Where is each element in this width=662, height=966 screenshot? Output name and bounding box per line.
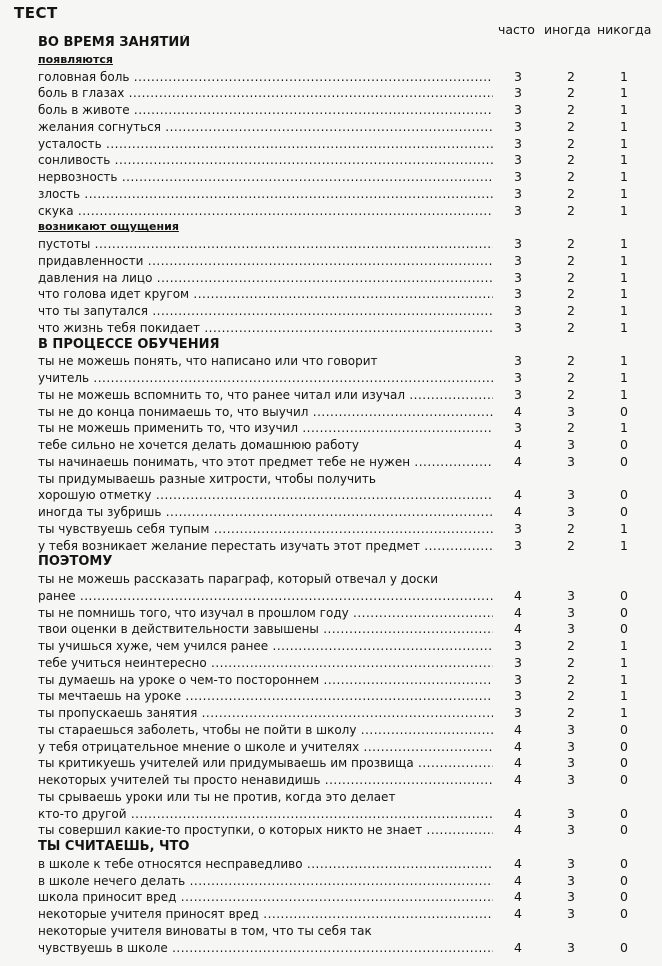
row-text: ты совершил какие-то проступки, о которых никто не знает .....	[38, 822, 493, 839]
row-text: возникают ощущения	[38, 220, 179, 234]
question-row	[0, 471, 662, 488]
row-text: скука .....	[38, 203, 493, 220]
score-often: 3	[514, 118, 522, 134]
score-often: 4	[514, 621, 522, 637]
score-often: 4	[514, 504, 522, 519]
question-row	[0, 638, 662, 655]
question-row	[0, 856, 662, 873]
score-never: 0	[620, 604, 628, 620]
row-text: ты думаешь на уроке о чем-то постороннем .....	[38, 672, 493, 689]
score-never: 1	[620, 319, 628, 335]
score-sometimes: 2	[567, 68, 575, 84]
questionnaire-list	[0, 35, 662, 956]
score-never: 1	[620, 654, 628, 670]
score-never: 1	[620, 386, 628, 402]
score-sometimes: 2	[567, 252, 575, 268]
question-row	[0, 353, 662, 370]
score-sometimes: 2	[567, 370, 575, 385]
subsection-heading	[0, 52, 662, 69]
row-text: что голова идет кругом .....	[38, 286, 493, 303]
row-text: учитель .....	[38, 370, 493, 387]
score-often: 4	[514, 437, 522, 452]
score-sometimes: 2	[567, 85, 575, 101]
score-never: 0	[620, 939, 628, 955]
row-text: некоторые учителя приносят вред .....	[38, 906, 493, 923]
question-row	[0, 320, 662, 337]
row-text: ты пропускаешь занятия .....	[38, 705, 493, 722]
row-text: ты начинаешь понимать, что этот предмет тебе не нужен .....	[38, 454, 493, 471]
question-row	[0, 755, 662, 772]
row-text: ты срываешь уроки или ты не против, когда это делает	[38, 789, 396, 804]
section-heading	[0, 337, 662, 354]
score-often: 3	[514, 185, 522, 201]
score-sometimes: 2	[567, 118, 575, 134]
score-sometimes: 2	[567, 269, 575, 285]
row-text: ты критикуешь учителей или придумываешь им прозвища .....	[38, 755, 493, 772]
score-often: 3	[514, 252, 522, 268]
score-sometimes: 3	[567, 822, 575, 838]
question-row	[0, 889, 662, 906]
score-never: 1	[620, 68, 628, 84]
score-often: 3	[514, 303, 522, 318]
score-sometimes: 3	[567, 889, 575, 905]
row-text: злость .....	[38, 186, 493, 203]
question-row	[0, 538, 662, 555]
question-row	[0, 722, 662, 739]
question-row	[0, 286, 662, 303]
score-often: 3	[514, 688, 522, 704]
score-sometimes: 3	[567, 587, 575, 603]
score-sometimes: 2	[567, 135, 575, 151]
row-text: ты не можешь рассказать параграф, который отвечал у доски	[38, 572, 439, 586]
score-often: 4	[514, 738, 522, 754]
question-row	[0, 102, 662, 119]
score-never: 1	[620, 135, 628, 151]
question-row	[0, 253, 662, 270]
question-row	[0, 169, 662, 186]
subsection-heading	[0, 219, 662, 236]
section-heading	[0, 554, 662, 571]
score-often: 3	[514, 85, 522, 101]
score-never: 1	[620, 638, 628, 653]
score-often: 3	[514, 269, 522, 285]
score-never: 1	[620, 102, 628, 117]
score-never: 0	[620, 487, 628, 503]
question-row	[0, 772, 662, 789]
row-text: ты мечтаешь на уроке .....	[38, 688, 493, 705]
question-row	[0, 822, 662, 839]
question-row	[0, 504, 662, 521]
score-often: 3	[514, 370, 522, 385]
score-often: 4	[514, 805, 522, 821]
question-row	[0, 420, 662, 437]
row-text: ранее .....	[38, 588, 493, 605]
score-never: 1	[620, 185, 628, 201]
row-text: придавленности .....	[38, 253, 493, 270]
question-row	[0, 85, 662, 102]
row-text: желания согнуться .....	[38, 119, 493, 136]
row-text: в школе нечего делать .....	[38, 873, 493, 890]
question-row	[0, 454, 662, 471]
question-row	[0, 906, 662, 923]
score-never: 1	[620, 202, 628, 218]
score-often: 3	[514, 705, 522, 720]
score-never: 1	[620, 286, 628, 302]
score-often: 4	[514, 906, 522, 921]
score-sometimes: 3	[567, 738, 575, 754]
score-sometimes: 3	[567, 939, 575, 955]
question-row	[0, 655, 662, 672]
page-title: ТЕСТ	[14, 4, 58, 22]
question-row	[0, 588, 662, 605]
question-row	[0, 923, 662, 940]
score-never: 0	[620, 822, 628, 838]
row-text: ВО ВРЕМЯ ЗАНЯТИЙ	[38, 35, 191, 50]
score-often: 3	[514, 169, 522, 184]
score-often: 4	[514, 587, 522, 603]
row-text: ты не можешь понять, что написано или что говорит	[38, 354, 378, 369]
score-never: 1	[620, 118, 628, 134]
score-often: 4	[514, 889, 522, 905]
score-never: 0	[620, 872, 628, 888]
question-row	[0, 571, 662, 588]
score-often: 3	[514, 152, 522, 168]
score-often: 4	[514, 453, 522, 469]
question-row	[0, 487, 662, 504]
row-text: в школе к тебе относятся несправедливо .....	[38, 856, 493, 873]
column-header-never: никогда	[597, 22, 652, 37]
question-row	[0, 152, 662, 169]
score-never: 1	[620, 537, 628, 553]
question-row	[0, 186, 662, 203]
score-sometimes: 2	[567, 236, 575, 251]
score-never: 0	[620, 504, 628, 519]
row-text: боль в глазах .....	[38, 85, 493, 102]
score-sometimes: 3	[567, 872, 575, 888]
row-text: хорошую отметку .....	[38, 487, 493, 504]
row-text: ПОЭТОМУ	[38, 554, 113, 570]
score-never: 1	[620, 236, 628, 251]
score-sometimes: 3	[567, 805, 575, 821]
score-sometimes: 2	[567, 688, 575, 704]
score-often: 3	[514, 638, 522, 653]
score-often: 3	[514, 520, 522, 536]
row-text: ты не до конца понимаешь то, что выучил .....	[38, 404, 493, 421]
score-never: 0	[620, 721, 628, 737]
score-sometimes: 2	[567, 537, 575, 553]
score-never: 1	[620, 85, 628, 101]
score-often: 3	[514, 353, 522, 369]
score-often: 4	[514, 822, 522, 838]
score-sometimes: 2	[567, 169, 575, 184]
row-text: чувствуешь в школе .....	[38, 940, 493, 957]
row-text: кто-то другой .....	[38, 806, 493, 823]
question-row	[0, 621, 662, 638]
score-sometimes: 3	[567, 487, 575, 503]
score-sometimes: 2	[567, 202, 575, 218]
score-sometimes: 2	[567, 386, 575, 402]
row-text: тебе сильно не хочется делать домашнюю работу	[38, 438, 359, 452]
row-text: сонливость .....	[38, 152, 493, 169]
row-text: усталость .....	[38, 136, 493, 153]
score-sometimes: 2	[567, 286, 575, 302]
score-sometimes: 3	[567, 906, 575, 921]
score-often: 4	[514, 872, 522, 888]
score-sometimes: 2	[567, 353, 575, 369]
score-never: 1	[620, 303, 628, 318]
score-sometimes: 3	[567, 403, 575, 419]
row-text: иногда ты зубришь .....	[38, 504, 493, 521]
score-never: 0	[620, 772, 628, 787]
score-never: 0	[620, 906, 628, 921]
score-sometimes: 3	[567, 855, 575, 871]
question-row	[0, 387, 662, 404]
question-row	[0, 806, 662, 823]
score-often: 3	[514, 420, 522, 436]
score-often: 3	[514, 654, 522, 670]
row-text: давления на лицо .....	[38, 270, 493, 287]
question-row	[0, 119, 662, 136]
question-row	[0, 789, 662, 806]
score-never: 0	[620, 855, 628, 871]
score-never: 1	[620, 370, 628, 385]
score-sometimes: 3	[567, 453, 575, 469]
score-often: 3	[514, 135, 522, 151]
score-sometimes: 2	[567, 705, 575, 720]
question-row	[0, 270, 662, 287]
question-row	[0, 521, 662, 538]
row-text: ты придумываешь разные хитрости, чтобы получить	[38, 471, 376, 486]
row-text: у тебя возникает желание перестать изучать этот предмет .....	[38, 538, 493, 555]
row-text: тебе учиться неинтересно .....	[38, 655, 493, 672]
score-often: 3	[514, 537, 522, 553]
question-row	[0, 437, 662, 454]
section-heading	[0, 35, 662, 52]
score-often: 3	[514, 102, 522, 117]
row-text: В ПРОЦЕССЕ ОБУЧЕНИЯ	[38, 336, 220, 352]
score-never: 0	[620, 587, 628, 603]
score-sometimes: 2	[567, 420, 575, 436]
score-never: 1	[620, 269, 628, 285]
column-header-often: часто	[498, 22, 535, 37]
row-text: боль в животе .....	[38, 102, 493, 119]
score-never: 0	[620, 738, 628, 754]
score-never: 0	[620, 437, 628, 452]
question-row	[0, 672, 662, 689]
question-row	[0, 203, 662, 220]
score-sometimes: 3	[567, 437, 575, 452]
question-row	[0, 873, 662, 890]
score-often: 4	[514, 403, 522, 419]
question-row	[0, 404, 662, 421]
score-often: 3	[514, 202, 522, 218]
row-text: твои оценки в действительности завышены .....	[38, 621, 493, 638]
score-often: 4	[514, 721, 522, 737]
row-text: ТЫ СЧИТАЕШЬ, ЧТО	[38, 839, 190, 854]
score-sometimes: 2	[567, 319, 575, 335]
question-row	[0, 688, 662, 705]
question-row	[0, 69, 662, 86]
row-text: ты не можешь применить то, что изучил .....	[38, 420, 493, 437]
question-row	[0, 605, 662, 622]
score-often: 4	[514, 604, 522, 620]
row-text: головная боль .....	[38, 69, 493, 86]
score-often: 4	[514, 772, 522, 787]
row-text: пустоты .....	[38, 236, 493, 253]
score-never: 1	[620, 353, 628, 369]
score-sometimes: 2	[567, 185, 575, 201]
row-text: некоторые учителя виноваты в том, что ты себя так	[38, 923, 372, 938]
score-sometimes: 2	[567, 303, 575, 318]
score-sometimes: 3	[567, 755, 575, 771]
score-often: 4	[514, 855, 522, 871]
question-row	[0, 739, 662, 756]
score-sometimes: 3	[567, 772, 575, 787]
score-often: 3	[514, 286, 522, 302]
score-never: 1	[620, 152, 628, 168]
question-row	[0, 236, 662, 253]
row-text: появляются	[38, 52, 113, 66]
score-never: 1	[620, 169, 628, 184]
section-heading	[0, 839, 662, 856]
score-never: 1	[620, 252, 628, 268]
score-sometimes: 3	[567, 504, 575, 519]
row-text: ты не помнишь того, что изучал в прошлом году .....	[38, 605, 493, 622]
question-row	[0, 303, 662, 320]
score-often: 4	[514, 487, 522, 503]
question-row	[0, 136, 662, 153]
score-never: 0	[620, 453, 628, 469]
row-text: у тебя отрицательное мнение о школе и учителях .....	[38, 739, 493, 756]
question-row	[0, 940, 662, 957]
score-sometimes: 3	[567, 604, 575, 620]
score-often: 3	[514, 671, 522, 687]
score-never: 0	[620, 889, 628, 905]
score-never: 1	[620, 671, 628, 687]
row-text: что ты запутался .....	[38, 303, 493, 320]
row-text: некоторых учителей ты просто ненавидишь .....	[38, 772, 493, 789]
score-often: 4	[514, 755, 522, 771]
score-often: 3	[514, 68, 522, 84]
score-sometimes: 2	[567, 654, 575, 670]
score-never: 0	[620, 403, 628, 419]
score-sometimes: 2	[567, 671, 575, 687]
score-sometimes: 2	[567, 152, 575, 168]
score-sometimes: 3	[567, 721, 575, 737]
score-never: 1	[620, 688, 628, 704]
question-row	[0, 705, 662, 722]
row-text: ты чувствуешь себя тупым .....	[38, 521, 493, 538]
score-never: 1	[620, 705, 628, 720]
question-row	[0, 370, 662, 387]
score-never: 0	[620, 755, 628, 771]
score-never: 1	[620, 420, 628, 436]
row-text: что жизнь тебя покидает .....	[38, 320, 493, 337]
score-sometimes: 3	[567, 621, 575, 637]
score-often: 4	[514, 939, 522, 955]
score-never: 0	[620, 621, 628, 637]
row-text: нервозность .....	[38, 169, 493, 186]
row-text: ты стараешься заболеть, чтобы не пойти в школу .....	[38, 722, 493, 739]
row-text: ты учишься хуже, чем учился ранее .....	[38, 638, 493, 655]
column-header-sometimes: иногда	[544, 22, 591, 37]
score-sometimes: 2	[567, 520, 575, 536]
score-often: 3	[514, 236, 522, 251]
row-text: ты не можешь вспомнить то, что ранее читал или изучал .....	[38, 387, 493, 404]
score-sometimes: 2	[567, 102, 575, 117]
score-sometimes: 2	[567, 638, 575, 653]
score-never: 1	[620, 520, 628, 536]
score-never: 0	[620, 805, 628, 821]
row-text: школа приносит вред .....	[38, 889, 493, 906]
score-often: 3	[514, 386, 522, 402]
score-often: 3	[514, 319, 522, 335]
